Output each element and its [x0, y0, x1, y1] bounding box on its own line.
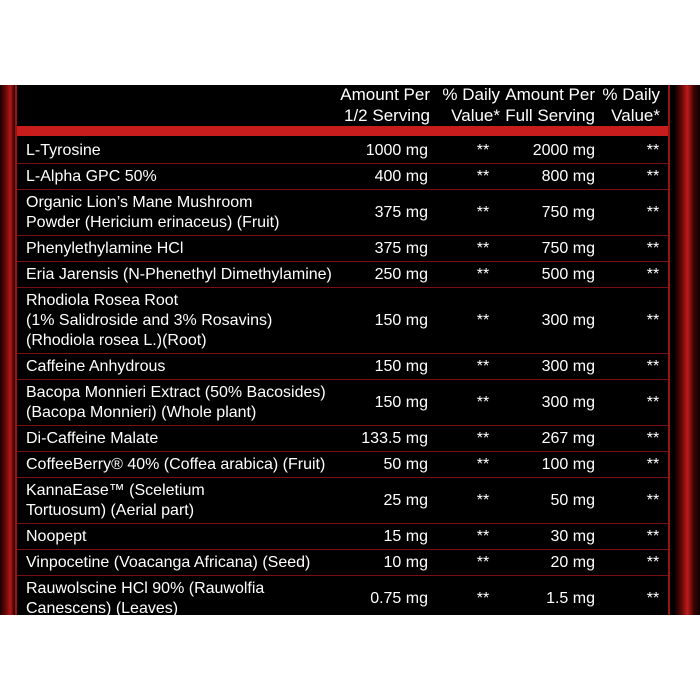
ingredient-name — [26, 553, 310, 573]
dv-half-value: ** — [476, 589, 490, 607]
amount-half-value: 375 mg — [374, 239, 428, 257]
ingredient-name-line: Caffeine Anhydrous — [26, 357, 166, 375]
dv-full-value: ** — [646, 167, 660, 185]
amount-half-value: 375 mg — [374, 203, 428, 221]
amount-full-value: 100 mg — [541, 455, 595, 473]
ingredient-row — [17, 452, 668, 477]
amount-half-value: 50 mg — [383, 455, 428, 473]
dv-full-value: ** — [646, 455, 660, 473]
ingredient-name-line: L-Tyrosine — [26, 141, 101, 159]
dv-half-value: ** — [476, 429, 490, 447]
dv-half-value: ** — [476, 491, 490, 509]
ingredient-row — [17, 288, 668, 353]
ingredient-name-line: Phenylethylamine HCl — [26, 239, 184, 257]
ingredient-name — [26, 357, 165, 377]
ingredient-name — [26, 429, 158, 449]
ingredient-name-line: (Rhodiola rosea L.)(Root) — [26, 331, 207, 349]
amount-half-value: 150 mg — [374, 393, 428, 411]
dv-full-value: ** — [646, 429, 660, 447]
ingredient-name — [26, 383, 326, 423]
dv-half-value: ** — [476, 141, 490, 159]
amount-half-value: 400 mg — [374, 167, 428, 185]
ingredient-name-line: L-Alpha GPC 50% — [26, 167, 157, 185]
dv-half-value: ** — [476, 167, 490, 185]
amount-half-value: 133.5 mg — [361, 429, 428, 447]
amount-full-value: 20 mg — [550, 553, 595, 571]
ingredient-row — [17, 138, 668, 163]
amount-full-value: 267 mg — [541, 429, 595, 447]
header-dv-full-line2: Value* — [611, 106, 660, 125]
dv-half-value: ** — [476, 393, 490, 411]
left-red-border — [0, 85, 15, 615]
amount-half-value: 150 mg — [374, 311, 428, 329]
ingredient-row — [17, 550, 668, 575]
amount-full-value: 30 mg — [550, 527, 595, 545]
amount-half-value: 25 mg — [383, 491, 428, 509]
dv-full-value: ** — [646, 311, 660, 329]
ingredient-name — [26, 193, 279, 233]
dv-full-value: ** — [646, 491, 660, 509]
ingredient-name-line: Eria Jarensis (N-Phenethyl Dimethylamine) — [26, 265, 332, 283]
header-amount-full — [505, 85, 595, 126]
header-amount-full-line2: Full Serving — [505, 106, 595, 125]
dv-half-value: ** — [476, 553, 490, 571]
ingredient-row — [17, 354, 668, 379]
ingredient-row — [17, 426, 668, 451]
ingredient-name — [26, 481, 205, 521]
dv-full-value: ** — [646, 203, 660, 221]
ingredient-name-line: Powder (Hericium erinaceus) (Fruit) — [26, 213, 280, 231]
dv-half-value: ** — [476, 265, 490, 283]
ingredient-name-line: Noopept — [26, 527, 87, 545]
dv-full-value: ** — [646, 357, 660, 375]
ingredient-name-line: (1% Salidroside and 3% Rosavins) — [26, 311, 273, 329]
ingredient-name-line: Tortuosum) (Aerial part) — [26, 501, 195, 519]
ingredient-name — [26, 579, 264, 616]
ingredient-name — [26, 265, 332, 285]
dv-half-value: ** — [476, 527, 490, 545]
dv-full-value: ** — [646, 239, 660, 257]
dv-full-value: ** — [646, 553, 660, 571]
header-amount-half — [340, 85, 430, 126]
ingredient-row — [17, 164, 668, 189]
ingredient-name-line: KannaEase™ (Sceletium — [26, 481, 205, 499]
header-red-rule — [17, 126, 668, 136]
dv-full-value: ** — [646, 589, 660, 607]
amount-half-value: 1000 mg — [365, 141, 428, 159]
ingredient-name — [26, 455, 325, 475]
ingredient-name-line: Bacopa Monnieri Extract (50% Bacosides) — [26, 383, 326, 401]
ingredient-name — [26, 527, 87, 547]
dv-half-value: ** — [476, 455, 490, 473]
header-dv-full — [602, 85, 660, 126]
ingredient-name — [26, 291, 272, 351]
header-dv-half-line2: Value* — [451, 106, 500, 125]
amount-half-value: 10 mg — [383, 553, 428, 571]
dv-half-value: ** — [476, 239, 490, 257]
header-amount-half-line1: Amount Per — [340, 85, 430, 104]
right-red-border — [675, 85, 700, 615]
ingredient-row — [17, 262, 668, 287]
dv-full-value: ** — [646, 527, 660, 545]
header-dv-half — [442, 85, 500, 126]
ingredient-name — [26, 167, 157, 187]
ingredient-row — [17, 576, 668, 615]
dv-half-value: ** — [476, 203, 490, 221]
ingredient-name-line: Di-Caffeine Malate — [26, 429, 159, 447]
dv-half-value: ** — [476, 311, 490, 329]
ingredient-row — [17, 236, 668, 261]
amount-full-value: 300 mg — [541, 357, 595, 375]
amount-half-value: 15 mg — [383, 527, 428, 545]
header-dv-half-line1: % Daily — [442, 85, 500, 104]
ingredient-name — [26, 141, 101, 161]
dv-full-value: ** — [646, 141, 660, 159]
header-dv-full-line1: % Daily — [602, 85, 660, 104]
ingredient-name-line: (Bacopa Monnieri) (Whole plant) — [26, 403, 257, 421]
amount-full-value: 2000 mg — [532, 141, 595, 159]
ingredient-row — [17, 524, 668, 549]
amount-full-value: 50 mg — [550, 491, 595, 509]
amount-full-value: 1.5 mg — [546, 589, 595, 607]
dv-full-value: ** — [646, 393, 660, 411]
ingredient-name-line: Rhodiola Rosea Root — [26, 291, 179, 309]
ingredient-name — [26, 239, 183, 259]
ingredient-row — [17, 380, 668, 425]
amount-half-value: 0.75 mg — [370, 589, 428, 607]
header-amount-half-line2: 1/2 Serving — [344, 106, 430, 125]
ingredient-name-line: Vinpocetine (Voacanga Africana) (Seed) — [26, 553, 311, 571]
supplement-facts-panel — [0, 85, 700, 615]
ingredient-name-line: Organic Lion’s Mane Mushroom — [26, 193, 253, 211]
ingredient-row — [17, 190, 668, 235]
dv-full-value: ** — [646, 265, 660, 283]
amount-full-value: 750 mg — [541, 203, 595, 221]
ingredient-name-line: Rauwolscine HCl 90% (Rauwolfia — [26, 579, 265, 597]
amount-full-value: 750 mg — [541, 239, 595, 257]
amount-full-value: 800 mg — [541, 167, 595, 185]
dv-half-value: ** — [476, 357, 490, 375]
ingredient-name-line: CoffeeBerry® 40% (Coffea arabica) (Fruit) — [26, 455, 326, 473]
ingredient-name-line: Canescens) (Leaves) — [26, 599, 179, 615]
amount-half-value: 250 mg — [374, 265, 428, 283]
ingredient-row — [17, 478, 668, 523]
amount-full-value: 500 mg — [541, 265, 595, 283]
header-amount-full-line1: Amount Per — [505, 85, 595, 104]
amount-full-value: 300 mg — [541, 393, 595, 411]
amount-full-value: 300 mg — [541, 311, 595, 329]
right-inner-rule — [668, 85, 670, 615]
amount-half-value: 150 mg — [374, 357, 428, 375]
